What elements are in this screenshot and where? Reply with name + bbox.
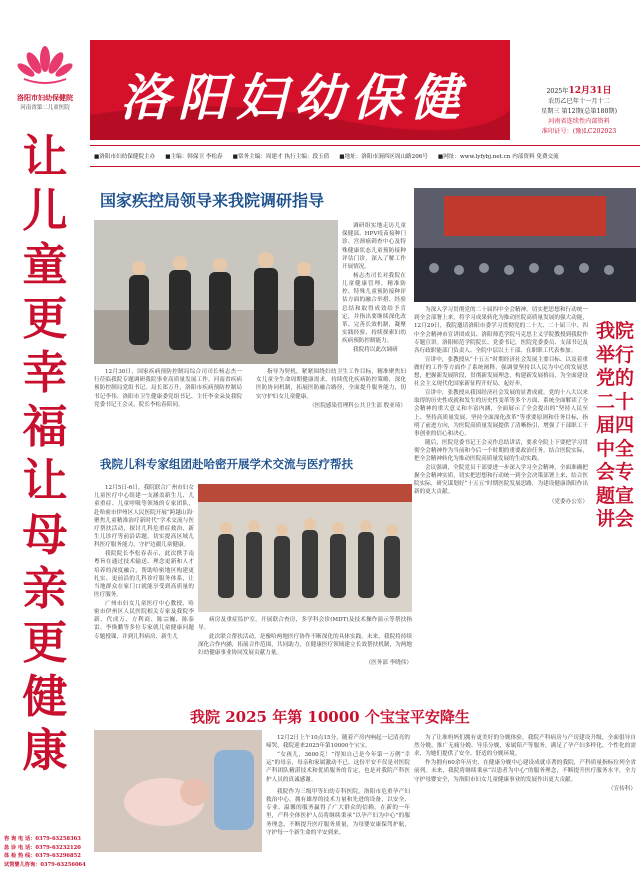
photo-meeting-icon [414, 188, 636, 302]
article2-paragraph: 病房及重症监护室，开展联合查房，多学科会诊(MDT)及技术操作演示等帮扶指导。 [198, 617, 412, 632]
article1-title: 国家疾控局领导来我院调研指导 [100, 191, 325, 210]
article2-paragraph: 我院院长李松春表示，此次携手南粤旨在通过技术输送、理念更新和人才培养的深度融合，帮助哈密地区构建更扎实、更前沿的儿科诊疗服务体系，让当地群众在家门口就能享受到高质量的医疗服务。 [94, 551, 194, 599]
article3-photo [414, 188, 636, 302]
article4-photo [94, 730, 262, 852]
article1-left-col [94, 368, 242, 410]
phone-line: 急 诊 电 话：0379-63232120 [4, 844, 81, 851]
issue-number: 星期三 第12期(总第180期) [541, 108, 617, 115]
article4-title: 我院 2025 年第 10000 个宝宝平安降生 [190, 708, 470, 726]
article3-paragraph: 会议强调，全院党员干部要进一步深入学习全会精神，全面准确把握全会精神实质，切实把思想和行动统一到全会决策部署上来，结合医院实际，研究谋划好“十五五”时期医院发展思路，为建设健康洛阳作出新的更大贡献。 [414, 464, 588, 496]
lunar-date: 农历乙巳年十一月十二 [548, 98, 610, 105]
strip-address: ■地址：洛阳市涧西区周山路206号 [339, 154, 428, 160]
article4-paragraph: 12月2日上午10点15分，随着产房内响起一记清亮的啼哭，我院迎来2025年第10000个宝宝。 [266, 735, 410, 750]
article1-paragraph: 杨志杰司长对我院在儿童健康管理、精准防控、特殊儿童预防接种评估方面的融合举措、经验总结和取得成效给予肯定，并指出要继续深化改革、完善长效机制，凝聚实践经验，持续探索妇幼疾病预防控制能力。 [342, 272, 406, 345]
article4-paragraph: 作为拥有60余年历史、在健康分娩中心建设成就卓著的我院，产科质量指标位列全省前列。未来，我院将继续秉承“以患者为中心”的服务理念，不断提升医疗服务水平，全力守护母婴安全，为洛阳市妇女儿童健康事业的发展作出更大贡献。 [414, 760, 636, 783]
article3-paragraph: 宣讲中，张教授从我国经济社会发展的显著成就、党的十八大以来取得的历史性成就和发生的历史性变革等多个方面，系统全面解读了全会精神的重大意义和丰富内涵，全面展示了全会提出的“坚持人民至上、坚持高质量发展、坚持全面深化改革”等重要原则和任务目标，指明了前进方向，为医院高质量发展提供了清晰指引，增强了干部职工干事创业的信心和决心。 [414, 390, 588, 438]
lotus-logo-icon [12, 43, 78, 89]
hospital-logo [12, 43, 78, 111]
article1-paragraph: 我院将以此次调研 [353, 347, 398, 354]
article3-vertical-title: 我院举行党的二十届四中全会专题宣讲会 [595, 320, 634, 530]
logo-subname: 河南省第二儿童医院 [20, 105, 70, 111]
date-day: 12月31日 [568, 86, 612, 96]
article1-paragraph: 调研组实地走访儿童保健部、HPV疫苗接种门诊、宫颈癌筛查中心及特殊健康状态儿童预防接种评估门诊，深入了解工作开展情况。 [342, 223, 406, 271]
strip-sponsor: ■洛阳市妇幼保健院主办 [94, 154, 156, 160]
article1-author: （医院感染管理科公共卫生部 殷亚琦） [309, 403, 406, 410]
strip-editors: ■主编：韩保卫 李松春 [165, 154, 223, 160]
masthead-title: 洛阳妇幼保健 [120, 68, 468, 127]
permit-number: 准印证号：(豫)LC202023 [541, 128, 617, 135]
issue-info [520, 86, 638, 137]
strip-website: ■网址：www.lyfybj.net.cn 内部资料 免费交流 [437, 154, 559, 160]
article3-paragraph: 随后，医院党委书记王会灵作总结讲话，要求全院上下要把学习贯彻全会精神作为当前和今后一个时期的重要政治任务，结合医院实际，把全会精神转化为推动医院高质量发展的生动实践。 [414, 439, 588, 463]
photo-group-icon [94, 220, 338, 364]
phone-list [4, 835, 88, 869]
article3-col [414, 306, 588, 505]
article2-author: （医务部 李晓伟） [365, 660, 412, 667]
article2-left-col [94, 484, 194, 641]
article1-paragraph: 指导为契机，紧紧围绕妇幼卫生工作目标，精准聚焦妇女儿童全生命周期健康需求，持续优化疾病防控策略，深化医防协同机制，拓展医防融合路径，全面提升服务能力，切实守护妇女儿童健康。 [256, 369, 406, 400]
logo-name: 洛阳市妇幼保健院 [17, 94, 73, 102]
article4-left-col [266, 734, 410, 837]
publication-type: 河南省连续性内部资料 [548, 118, 610, 125]
phone-line: 咨 询 电 话：0379-63258363 [4, 836, 81, 842]
article1-mid-col [256, 368, 406, 409]
article1-right-col [342, 222, 406, 355]
article2-photo [198, 484, 412, 612]
article2-title: 我院儿科专家组团赴哈密开展学术交流与医疗帮扶 [100, 457, 353, 471]
article1-paragraph: 12月30日，国家疾病预防控制局综合司司长杨志杰一行莅临我院专题调研我院事业高质量发展工作。河南省疾病预防控制局党组书记、局长郑万升，洛阳市疾病预防控制局书记李伟、洛阳市卫生健康委党组书记、主任李金朵及我院党委书记王会灵、院长李松春陪同。 [94, 369, 242, 408]
phone-line: 体 检 热 线：0379-63296852 [4, 853, 81, 860]
article4-paragraph: 为了让准妈妈们拥有更美好的分娩体验，我院产科病房与产房建设升级，全面倡导自然分娩，推广无痛分娩、导乐分娩、家属陪产等服务，满足了孕产妇多样化、个性化的需求，为她们提供了安全、舒适的分娩环境。 [414, 735, 636, 758]
strip-exec-editors: ■常务主编：周建才 执行主编：段玉倩 [232, 154, 330, 160]
photo-baby-icon [94, 730, 262, 852]
article4-right-col [414, 734, 636, 792]
article3-paragraph: 为深入学习贯彻党的二十届四中全会精神，切实把思想和行动统一到全会部署上来，将学习成果转化为推动医院高质量发展的强大动能，12月29日，我院邀请洛阳市委学习贯彻党的二十大、二十届三中、四中全会精神市宣讲团成员、洛阳师范学院马克思主义学院教授到我院作专题宣讲。洛阳师范学院院长、党委书记，医院党委委员、支部书记及各行政职能部门负责人、全院中层以上干部、在职职工代表参加。 [414, 307, 588, 355]
phone-line: 试管婴儿咨询：0379-63256064 [4, 861, 86, 868]
article2-paragraph: 广州市妇女儿童医疗中心教授、哈密市伊州区人民医院相关专家及我院李新、代成万、方利商、陈宗巍、陈泰雷、李焕鹏等多位专家就儿童健康问题专题授课，并到儿科病房、新生儿 [94, 600, 194, 640]
article2-paragraph: 此次联合帮扶活动，是豫哈两地医疗协作不断深化的具体实践。未来，我院将持续深化合作内涵，拓展合作范围，共同助力，在健康医疗领域建立长效帮扶机制，为两地妇幼健康事业协同发展贡献力量。 [198, 633, 412, 657]
article1-photo [94, 220, 338, 364]
article3-paragraph: 宣讲中，张教授从“十五五”时期经济社会发展主要目标、以及着重做好的工作等方面作了系统阐释，强调要坚持以人民为中心的发展思想，把握新发展阶段，贯彻新发展理念，构建新发展格局，为全面建设社会主义现代化国家新征程开好局、起好步。 [414, 356, 588, 388]
article4-author: （宣传科） [608, 786, 636, 793]
article2-paragraph: 12月5日-6日，我院联合广州市妇女儿童医疗中心组建一支涵盖新生儿、儿童重症、儿童呼吸等领域的专家团队，赴哈密市伊州区人民医院开展“跨越山海·聚焦儿童精准治疗新时代”学术交流与医疗帮扶活动，探讨儿科危重症救治、新生儿诊疗等前沿话题，切实提高区域儿科医疗服务能力，守护边疆儿童健康。 [94, 485, 194, 549]
article4-paragraph: “女孩儿，3600克！”得知自己是今年第一万例“幸运”的母亲，母亲和家属激动不已。这份平安不仅是对医院产科团队精湛技术和优质服务的肯定，也是对我院产科医护人员的真诚感谢。 [266, 751, 410, 783]
slogan: 让儿童更幸福 让母亲更健康 [22, 130, 68, 777]
article3-author: （党委办公室） [548, 499, 588, 506]
photo-group-icon [198, 484, 412, 612]
article2-right-col [198, 616, 412, 666]
article4-paragraph: 我院作为三级甲等妇幼专科医院，洛阳市危重孕产妇救治中心，拥有雄厚的技术力量和先进的设备，以安全、专业、温馨的服务赢得了广大群众的信赖。在新的一年里，产科全体医护人员将继续秉承“以孕产妇为中心”的服务理念，不断提升医疗服务质量，为母婴安康保驾护航，守护每一个新生命的平安到来。 [266, 788, 410, 836]
date-year: 2025年 [546, 88, 569, 95]
info-strip [90, 145, 640, 167]
